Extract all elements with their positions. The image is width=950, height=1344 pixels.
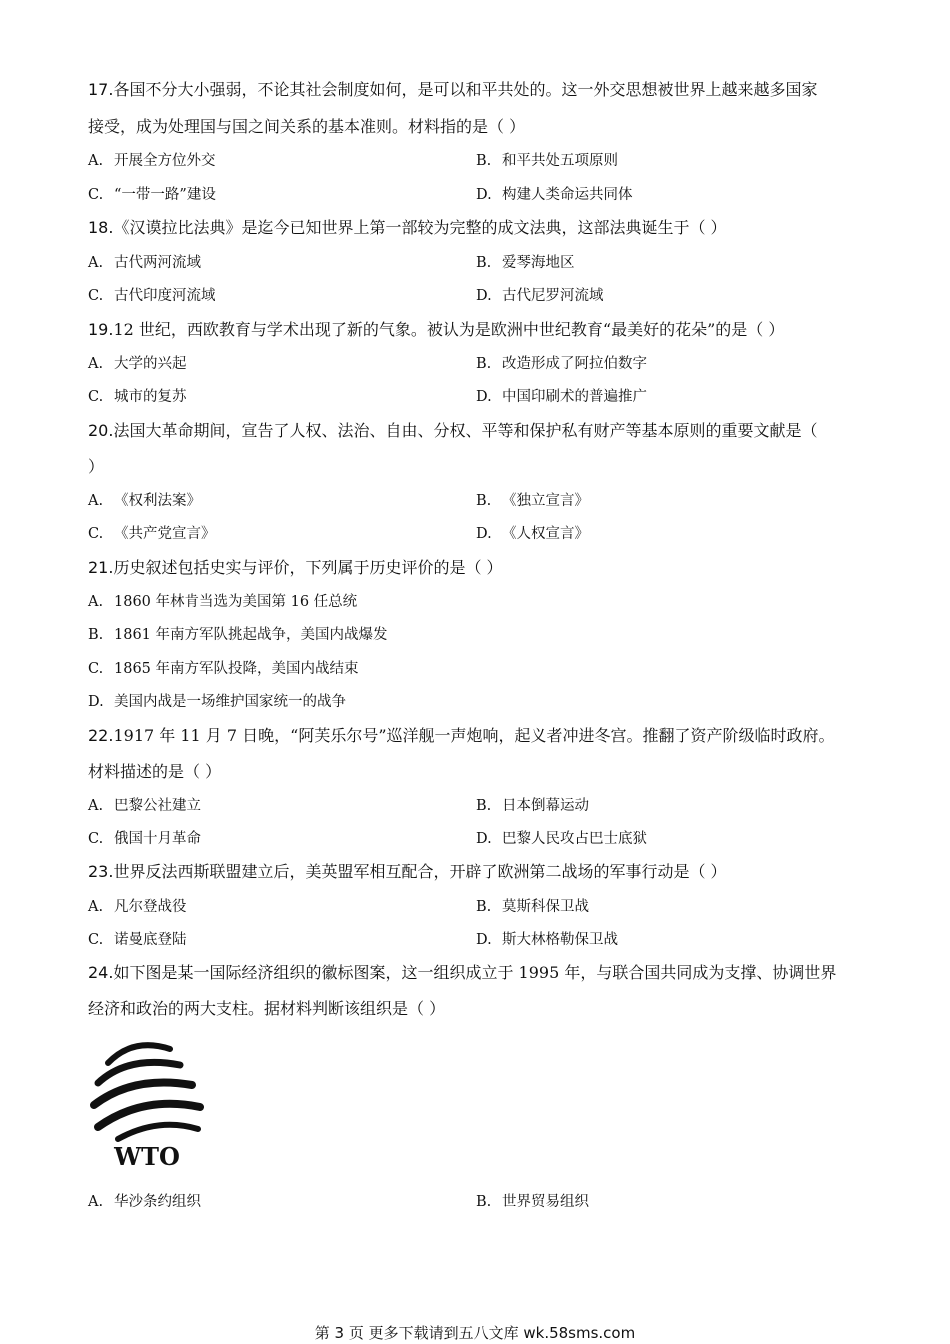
option-22-d: D. 巴黎人民攻占巴士底狱 xyxy=(476,831,647,847)
option-21-c: C. 1865 年南方军队投降，美国内战结束 xyxy=(88,661,359,677)
question-22-line-1: 22.1917 年 11 月 7 日晚，“阿芙乐尔号”巡洋舰一声炮响，起义者冲进冬宫。推翻了资产阶级临时政府。 xyxy=(88,726,835,745)
option-24-a: A. 华沙条约组织 xyxy=(88,1194,201,1210)
wto-logo xyxy=(88,1035,206,1170)
question-20-line-2: ） xyxy=(88,457,105,476)
option-23-d: D. 斯大林格勒保卫战 xyxy=(476,932,618,948)
option-20-a: A. 《权利法案》 xyxy=(88,493,201,509)
question-19: 19.12 世纪，西欧教育与学术出现了新的气象。被认为是欧洲中世纪教育“最美好的花朵”的是（ ） xyxy=(88,320,785,339)
question-24-line-1: 24.如下图是某一国际经济组织的徽标图案，这一组织成立于 1995 年，与联合国共同成为支撑、协调世界 xyxy=(88,963,837,982)
option-20-c: C. 《共产党宣言》 xyxy=(88,526,216,542)
question-24-line-2: 经济和政治的两大支柱。据材料判断该组织是（ ） xyxy=(88,999,446,1018)
option-23-b: B. 莫斯科保卫战 xyxy=(476,899,589,915)
option-19-a: A. 大学的兴起 xyxy=(88,356,187,372)
wto-logo-text: WTO xyxy=(114,1142,180,1170)
option-23-a: A. 凡尔登战役 xyxy=(88,899,187,915)
option-18-c: C. 古代印度河流域 xyxy=(88,288,216,304)
option-22-c: C. 俄国十月革命 xyxy=(88,831,201,847)
option-18-b: B. 爱琴海地区 xyxy=(476,255,575,271)
option-20-b: B. 《独立宣言》 xyxy=(476,493,589,509)
option-22-a: A. 巴黎公社建立 xyxy=(88,798,201,814)
option-17-d: D. 构建人类命运共同体 xyxy=(476,187,633,203)
option-17-c: C. “一带一路”建设 xyxy=(88,187,216,203)
option-20-d: D. 《人权宣言》 xyxy=(476,526,589,542)
question-22-line-2: 材料描述的是（ ） xyxy=(88,762,222,781)
option-19-d: D. 中国印刷术的普遍推广 xyxy=(476,389,647,405)
question-21: 21.历史叙述包括史实与评价，下列属于历史评价的是（ ） xyxy=(88,558,503,577)
page-footer: 第 3 页 更多下载请到五八文库 wk.58sms.com xyxy=(314,1324,636,1342)
question-17-line-2: 接受，成为处理国与国之间关系的基本准则。材料指的是（ ） xyxy=(88,117,526,136)
option-21-b: B. 1861 年南方军队挑起战争，美国内战爆发 xyxy=(88,627,388,643)
wto-logo-icon xyxy=(88,1035,206,1170)
option-19-b: B. 改造形成了阿拉伯数字 xyxy=(476,356,647,372)
question-18: 18.《汉谟拉比法典》是迄今已知世界上第一部较为完整的成文法典，这部法典诞生于（ ） xyxy=(88,218,727,237)
question-17-line-1: 17.各国不分大小强弱，不论其社会制度如何，是可以和平共处的。这一外交思想被世界上越来越多国家 xyxy=(88,80,818,99)
option-23-c: C. 诺曼底登陆 xyxy=(88,932,187,948)
option-21-d: D. 美国内战是一场维护国家统一的战争 xyxy=(88,694,346,710)
option-18-d: D. 古代尼罗河流域 xyxy=(476,288,604,304)
option-22-b: B. 日本倒幕运动 xyxy=(476,798,589,814)
option-17-b: B. 和平共处五项原则 xyxy=(476,153,618,169)
option-24-b: B. 世界贸易组织 xyxy=(476,1194,589,1210)
option-19-c: C. 城市的复苏 xyxy=(88,389,187,405)
question-20-line-1: 20.法国大革命期间，宣告了人权、法治、自由、分权、平等和保护私有财产等基本原则的重要文献是（ xyxy=(88,421,818,440)
option-18-a: A. 古代两河流域 xyxy=(88,255,201,271)
option-17-a: A. 开展全方位外交 xyxy=(88,153,216,169)
question-23: 23.世界反法西斯联盟建立后，美英盟军相互配合，开辟了欧洲第二战场的军事行动是（ ） xyxy=(88,862,727,881)
option-21-a: A. 1860 年林肯当选为美国第 16 任总统 xyxy=(88,594,358,610)
